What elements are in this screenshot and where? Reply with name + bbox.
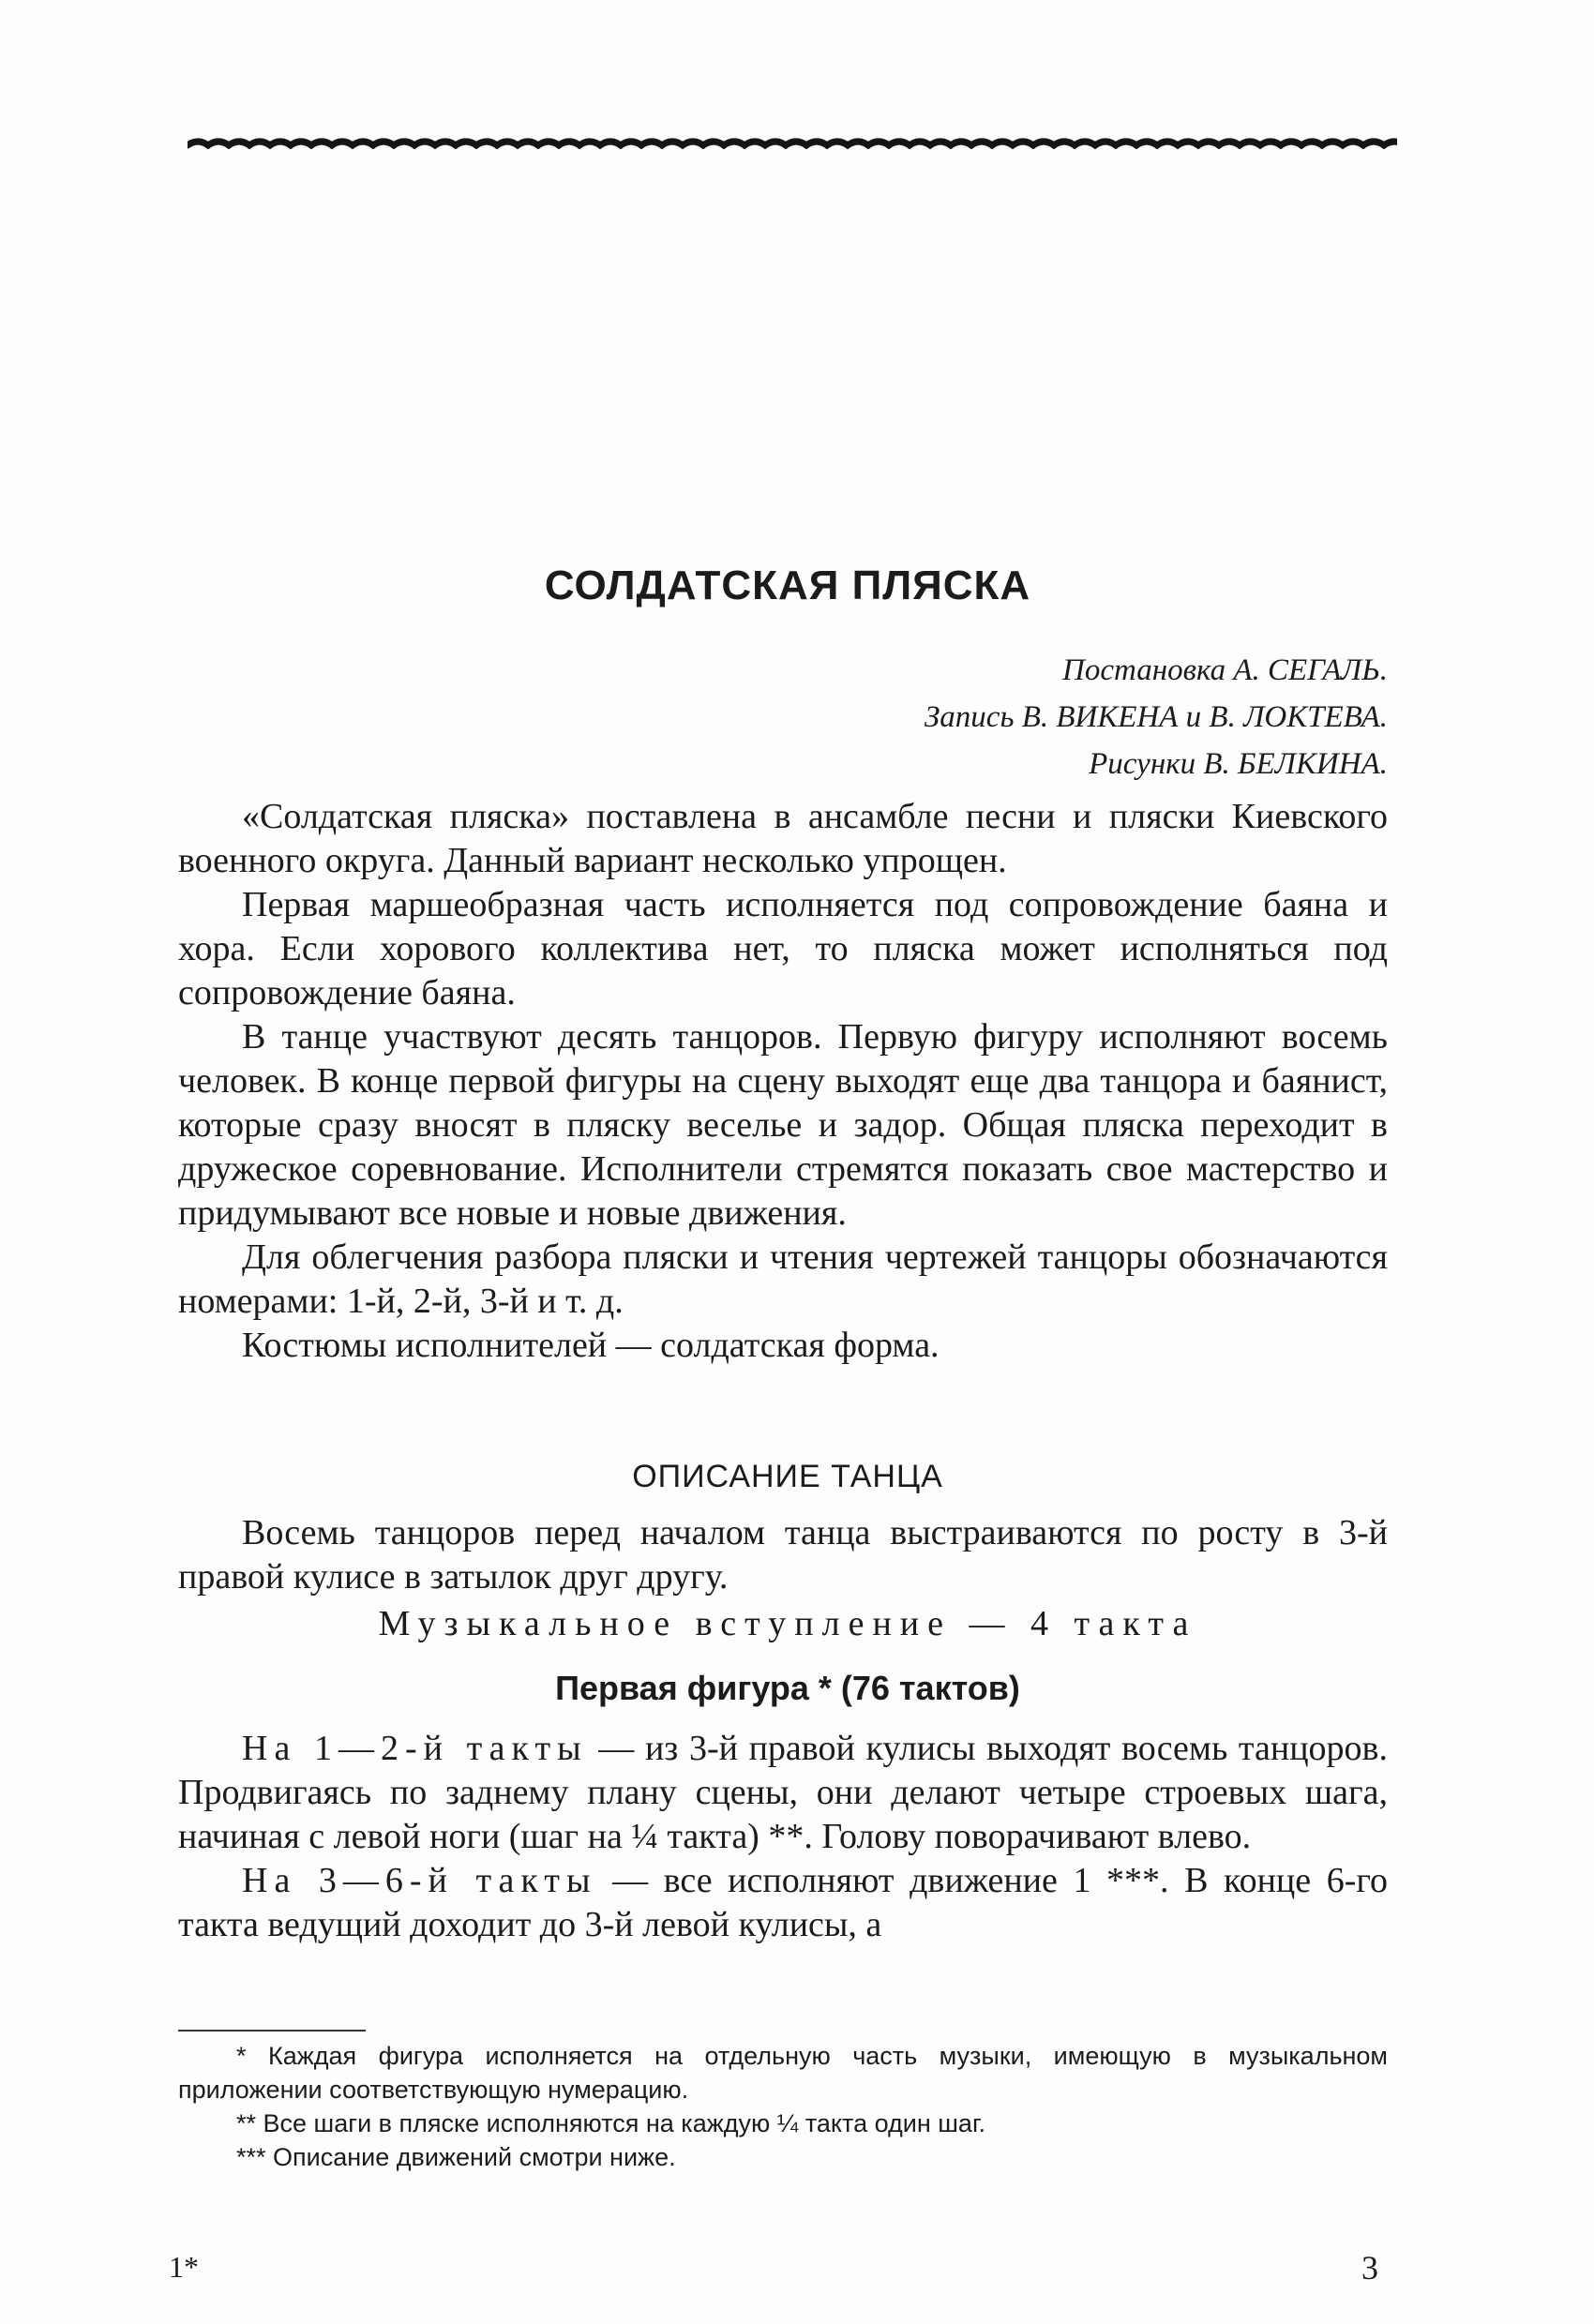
signature-mark: 1* (169, 2250, 199, 2284)
credit-drawings: Рисунки В. БЕЛКИНА. (1089, 747, 1388, 781)
musical-intro: Музыкальное вступление — 4 такта (378, 1604, 1197, 1643)
description-text (178, 1511, 1388, 1599)
credit-staging: Постановка А. СЕГАЛЬ. (1062, 653, 1388, 687)
figure-paragraph-body: — все исполняют движение 1 ***. В конце 6-го такта ведущий доходит до 3-й левой кулисы, а (178, 1861, 1388, 1944)
intro-paragraph: Первая маршеобразная часть исполняется под сопровождение баяна и хора. Если хорового коллектива нет, то пляска может исполняться под сопровождение баяна. (178, 885, 1388, 1012)
credits-block (925, 647, 1388, 787)
footnote: *** Описание движений смотри ниже. (236, 2143, 676, 2171)
figure-paragraph-body: — из 3-й правой кулисы выходят восемь танцоров. Продвигаясь по заднему плану сцены, они делают четыре строевых шага, начиная с левой ноги (шаг на ¼ такта) **. Голову поворачивают влево. (178, 1729, 1388, 1856)
intro-paragraph: «Солдатская пляска» поставлена в ансамбле песни и пляски Киевского военного округа. Данный вариант несколько упрощен. (178, 797, 1388, 880)
footnote-divider (178, 2030, 366, 2032)
figure-text (178, 1727, 1388, 1947)
intro-paragraph: В танце участвуют десять танцоров. Первую фигуру исполняют восемь человек. В конце первой фигуры на сцену выходят еще два танцора и баянист, которые сразу вносят в пляску веселье и задор. Общая пляска переходит в дружеское соревнование. Исполнители стремятся показать свое мастерство и придумывают все новые и новые движения. (178, 1017, 1388, 1233)
section-heading: ОПИСАНИЕ ТАНЦА (632, 1459, 943, 1494)
figure-paragraph (178, 1727, 1388, 1859)
footnote: ** Все шаги в пляске исполняются на каждую ¼ такта один шаг. (236, 2109, 985, 2137)
figure-paragraph (178, 1859, 1388, 1947)
page-title: СОЛДАТСКАЯ ПЛЯСКА (544, 562, 1031, 608)
intro-paragraph: Костюмы исполнителей — солдатская форма. (242, 1326, 940, 1365)
page-number: 3 (1361, 2249, 1378, 2287)
intro-paragraph: Для облегчения разбора пляски и чтения чертежей танцоры обозначаются номерами: 1-й, 2-й, 3-й и т. д. (178, 1237, 1388, 1321)
intro-text (178, 795, 1388, 1368)
footnotes (178, 2039, 1388, 2174)
figure-paragraph-lead: На 1—2-й такты (242, 1729, 588, 1768)
wavy-ornament (188, 127, 1397, 164)
credit-recording: Запись В. ВИКЕНА и В. ЛОКТЕВА. (924, 700, 1388, 734)
footnote: * Каждая фигура исполняется на отдельную часть музыки, имеющую в музыкальном приложении соответствующую нумерацию. (178, 2042, 1388, 2104)
wavy-ornament-line (188, 142, 1397, 145)
description-paragraph: Восемь танцоров перед началом танца выстраиваются по росту в 3-й правой кулисе в затылок друг другу. (178, 1513, 1388, 1597)
figure-paragraph-lead: На 3—6-й такты (242, 1861, 597, 1900)
figure-heading: Первая фигура * (76 тактов) (555, 1669, 1020, 1707)
